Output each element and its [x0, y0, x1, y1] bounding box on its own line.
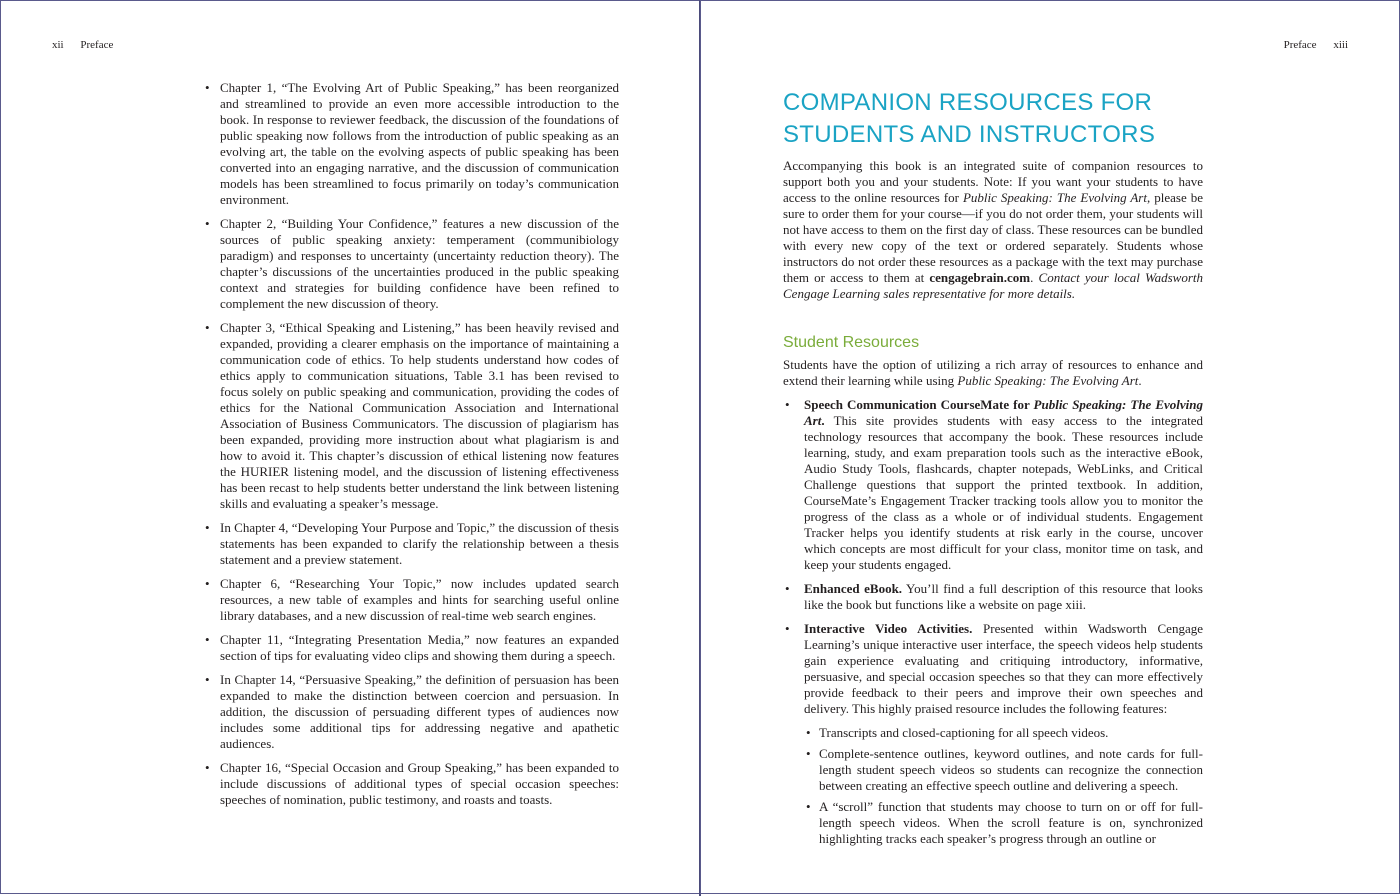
right-column	[783, 87, 1203, 855]
video-features-list	[804, 725, 1203, 847]
student-resources-list	[783, 397, 1203, 847]
left-running-title: Preface	[80, 39, 114, 51]
right-running-head	[1284, 39, 1348, 51]
intro-text-part2: , please be sure to order them for your course—if you do not order them, your students will not have access to them on the first day of class. These resources can be bundled with every new copy of the text or ordered separately. Students whose instructors do not order these resources as a package with the text may purchase them or access to them at	[783, 190, 1203, 285]
student-intro-part2: .	[1138, 373, 1142, 388]
intro-paragraph	[783, 158, 1203, 302]
item-lead-text: Speech Communication CourseMate for	[804, 397, 1034, 412]
student-resources-intro	[783, 357, 1203, 389]
list-item: • Chapter 16, “Special Occasion and Group Speaking,” has been expanded to include discussions of additional types of special occasion speeches: speeches of nomination, public testimony, and roasts and toasts.	[203, 760, 619, 808]
intro-text-part1: Accompanying this book is an integrated suite of companion resources to support both you and your students. Note: If you want your students to have access to the online resources for	[783, 158, 1203, 205]
list-item: • In Chapter 14, “Persuasive Speaking,” the definition of persuasion has been expanded to make the distinction between coercion and persuasion. In addition, the discussion of persuading different types of audiences now includes some additional tips for addressing negative and apathetic audiences.	[203, 672, 619, 752]
chapter-changes-list	[203, 80, 619, 808]
section-heading-line1: COMPANION RESOURCES FOR	[783, 89, 1153, 116]
sub-list-item: • A “scroll” function that students may choose to turn on or off for full-length speech videos. When the scroll feature is on, synchronized highlighting tracks each speaker’s progress through an outline or	[804, 799, 1203, 847]
list-item	[783, 397, 1203, 573]
left-page-number: xii	[52, 39, 64, 51]
left-running-head	[52, 39, 113, 51]
list-item	[783, 621, 1203, 847]
website-link[interactable]: cengagebrain.com	[929, 270, 1031, 285]
list-item: • Chapter 3, “Ethical Speaking and Listening,” has been heavily revised and expanded, providing a clearer emphasis on the importance of maintaining a communication code of ethics. To help students understand how codes of ethics apply to communication situations, Table 3.1 has been revised to focus solely on public speaking and communication, providing the codes of ethics for the National Communication Association and International Association of Business Communicators. The discussion of plagiarism has been expanded, providing more instruction about what plagiarism is and how to avoid it. This chapter’s discussion of ethical listening now features the HURIER listening model, and the discussion of listening effectiveness has been recast to help students better understand the link between listening skills and evaluating a speaker’s message.	[203, 320, 619, 512]
list-item: • Chapter 1, “The Evolving Art of Public Speaking,” has been reorganized and streamlined to provide an even more accessible introduction to the book. In response to reviewer feedback, the discussion of the foundations of public speaking now follows from the introduction of public speaking as an evolving art, the table on the evolving aspects of public speaking has been converted into an engaging narrative, and the discussion of communication models has been streamlined to focus primarily on today’s communication environment.	[203, 80, 619, 208]
student-intro-title: Public Speaking: The Evolving Art	[957, 373, 1139, 388]
section-heading	[783, 87, 1203, 151]
right-running-title: Preface	[1283, 39, 1317, 51]
item-body: Presented within Wadsworth Cengage Learning’s unique interactive user interface, the speech videos help students gain experience evaluating and critiquing introductory, informative, persuasive, and special occasion speeches so that they can more effectively provide feedback to their peers and improve their own speeches and delivery. This highly praised resource includes the following features:	[804, 621, 1203, 716]
item-body: This site provides students with easy access to the integrated technology resources that accompany the book. These resources include learning, study, and exam preparation tools such as the interactive eBook, Audio Study Tools, flashcards, chapter notepads, WebLinks, and Critical Challenge questions that support the printed textbook. In addition, CourseMate’s Engagement Tracker tracking tools allow you to monitor the progress of the class as a whole or of individual students. Engagement Tracker helps you identify students at risk early in the course, uncover which concepts are most difficult for your class, monitor time on task, and keep your students engaged.	[804, 413, 1203, 572]
list-item: • Chapter 2, “Building Your Confidence,” features a new discussion of the sources of public speaking anxiety: temperament (communibiology paradigm) and responses to uncertainty (uncertainty reduction theory). The chapter’s discussions of the uncertainties produced in the public speaking context and strategies for building confidence have been refined to complement the new discussion of theory.	[203, 216, 619, 312]
item-lead-title: Public Speaking: The Evolving Art	[804, 397, 1203, 428]
list-item	[783, 581, 1203, 613]
left-page	[0, 0, 700, 894]
intro-book-title: Public Speaking: The Evolving Art	[962, 190, 1147, 205]
sub-list-item: • Complete-sentence outlines, keyword outlines, and note cards for full-length student speech videos so students can recognize the connection between creating an effective speech outline and delivering a speech.	[804, 746, 1203, 794]
student-intro-part1: Students have the option of utilizing a rich array of resources to enhance and extend their learning while using	[783, 357, 1203, 388]
item-lead: Enhanced eBook.	[804, 581, 903, 596]
item-body: You’ll find a full description of this resource that looks like the book but functions like a website on page xiii.	[804, 581, 1203, 612]
sub-list-item: • Transcripts and closed-captioning for all speech videos.	[804, 725, 1203, 741]
left-column	[203, 80, 619, 816]
right-page-number: xiii	[1333, 39, 1348, 51]
contact-note: Contact your local Wadsworth Cengage Learning sales representative for more details.	[783, 270, 1203, 301]
list-item: • Chapter 11, “Integrating Presentation Media,” now features an expanded section of tips for evaluating video clips and showing them during a speech.	[203, 632, 619, 664]
list-item: • In Chapter 4, “Developing Your Purpose and Topic,” the discussion of thesis statements has been expanded to clarify the relationship between a thesis statement and a preview statement.	[203, 520, 619, 568]
item-lead-end: .	[821, 413, 825, 428]
right-page	[700, 0, 1400, 894]
intro-text-part3: .	[1030, 270, 1039, 285]
list-item: • Chapter 6, “Researching Your Topic,” now includes updated search resources, a new table of examples and hints for searching useful online library databases, and a new discussion of real-time web search engines.	[203, 576, 619, 624]
item-lead: Interactive Video Activities.	[804, 621, 973, 636]
student-resources-heading: Student Resources	[783, 334, 920, 351]
section-heading-line2: STUDENTS AND INSTRUCTORS	[783, 121, 1156, 148]
